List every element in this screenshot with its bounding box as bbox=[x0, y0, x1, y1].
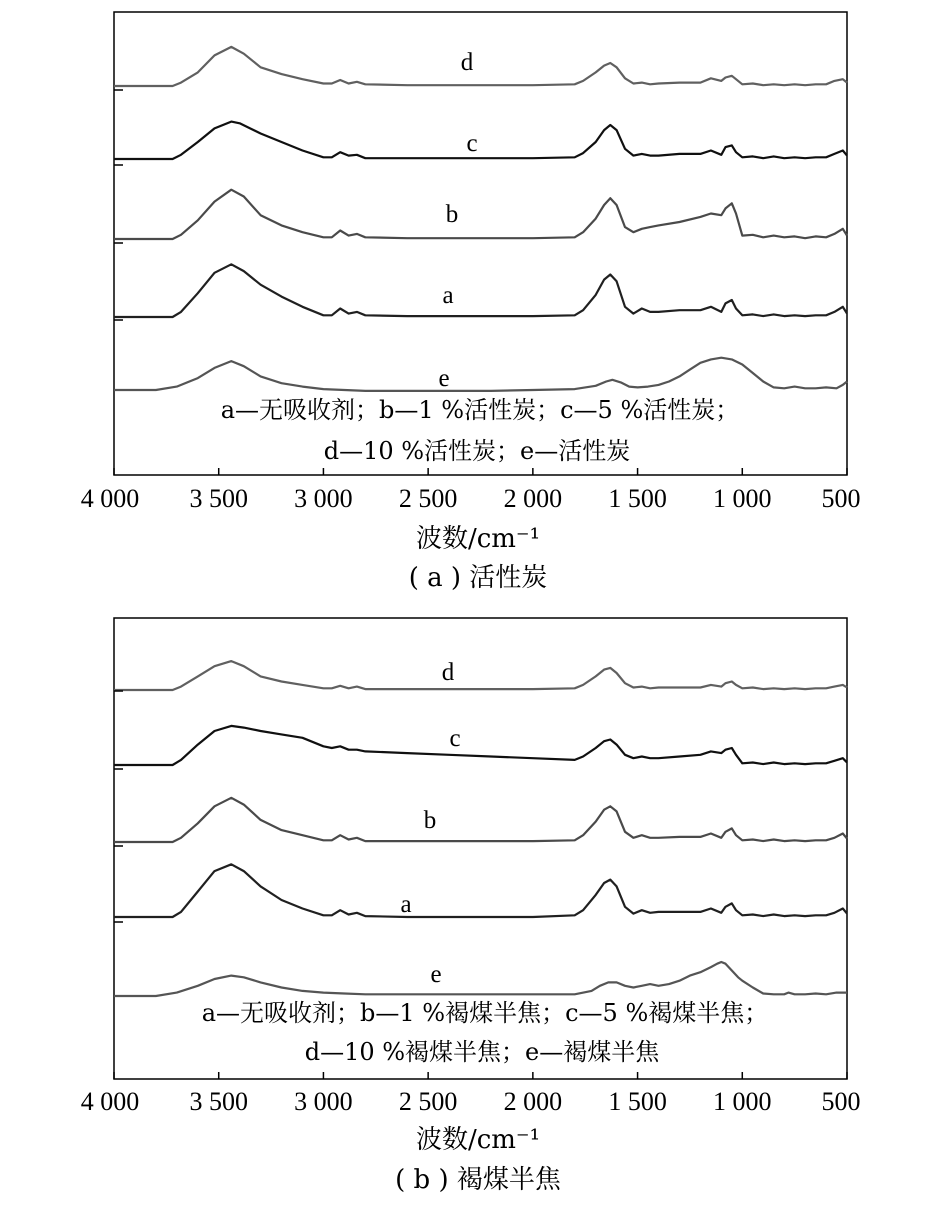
series-b-label: b bbox=[445, 201, 459, 228]
series-d-label: d bbox=[441, 659, 455, 686]
panel-lignite-semicoke bbox=[81, 618, 861, 1195]
panel-caption: ( a ) 活性炭 bbox=[408, 563, 548, 593]
series-c-line bbox=[114, 726, 847, 765]
series-e-label: e bbox=[438, 365, 450, 392]
series-d-line bbox=[114, 661, 847, 690]
series-b-label: b bbox=[423, 807, 437, 834]
legend-line-1: a—无吸收剂；b—1 %活性炭；c—5 %活性炭； bbox=[220, 396, 740, 424]
series-a-line bbox=[114, 864, 847, 917]
x-tick-label: 4 000 bbox=[80, 484, 140, 513]
x-tick-label: 500 bbox=[821, 1087, 861, 1116]
series-e-label: e bbox=[430, 961, 442, 988]
x-tick-label: 2 000 bbox=[503, 484, 563, 513]
x-tick-label: 2 000 bbox=[503, 1087, 563, 1116]
curve-labels-group bbox=[400, 659, 460, 988]
x-tick-label: 1 500 bbox=[608, 1087, 667, 1116]
legend-line-2: d—10 %褐煤半焦；e—褐煤半焦 bbox=[304, 1038, 660, 1066]
series-b-line bbox=[114, 798, 847, 842]
series-b-line bbox=[114, 190, 847, 239]
panel-activated-carbon bbox=[81, 12, 861, 593]
curve-labels-group bbox=[438, 49, 477, 392]
x-tick-label: 3 000 bbox=[294, 1087, 353, 1116]
x-tick-label: 3 500 bbox=[189, 1087, 248, 1116]
series-e-line bbox=[114, 962, 847, 996]
legend-line-1: a—无吸收剂；b—1 %褐煤半焦；c—5 %褐煤半焦； bbox=[201, 999, 769, 1027]
x-axis-title: 波数/cm⁻¹ bbox=[415, 524, 541, 554]
curves-group bbox=[114, 661, 847, 996]
series-c-label: c bbox=[449, 725, 461, 752]
legend-line-2: d—10 %活性炭；e—活性炭 bbox=[323, 437, 631, 465]
series-c-label: c bbox=[466, 130, 478, 157]
x-tick-label: 2 500 bbox=[398, 1087, 458, 1116]
x-tick-label: 500 bbox=[821, 484, 861, 513]
x-tick-label: 1 000 bbox=[713, 484, 772, 513]
x-tick-label: 4 000 bbox=[80, 1087, 140, 1116]
series-e-line bbox=[114, 358, 847, 391]
x-tick-label: 3 000 bbox=[294, 484, 353, 513]
series-a-label: a bbox=[400, 891, 412, 918]
panel-caption: ( b ) 褐煤半焦 bbox=[395, 1165, 561, 1195]
x-tick-label: 1 000 bbox=[713, 1087, 772, 1116]
series-a-line bbox=[114, 264, 847, 317]
series-d-label: d bbox=[460, 49, 474, 76]
curves-group bbox=[114, 47, 847, 391]
series-c-line bbox=[114, 122, 847, 159]
x-tick-label: 1 500 bbox=[608, 484, 667, 513]
x-axis-title: 波数/cm⁻¹ bbox=[415, 1125, 541, 1155]
series-d-line bbox=[114, 47, 847, 86]
series-a-label: a bbox=[442, 282, 454, 309]
x-tick-label: 3 500 bbox=[189, 484, 248, 513]
x-tick-label: 2 500 bbox=[398, 484, 458, 513]
